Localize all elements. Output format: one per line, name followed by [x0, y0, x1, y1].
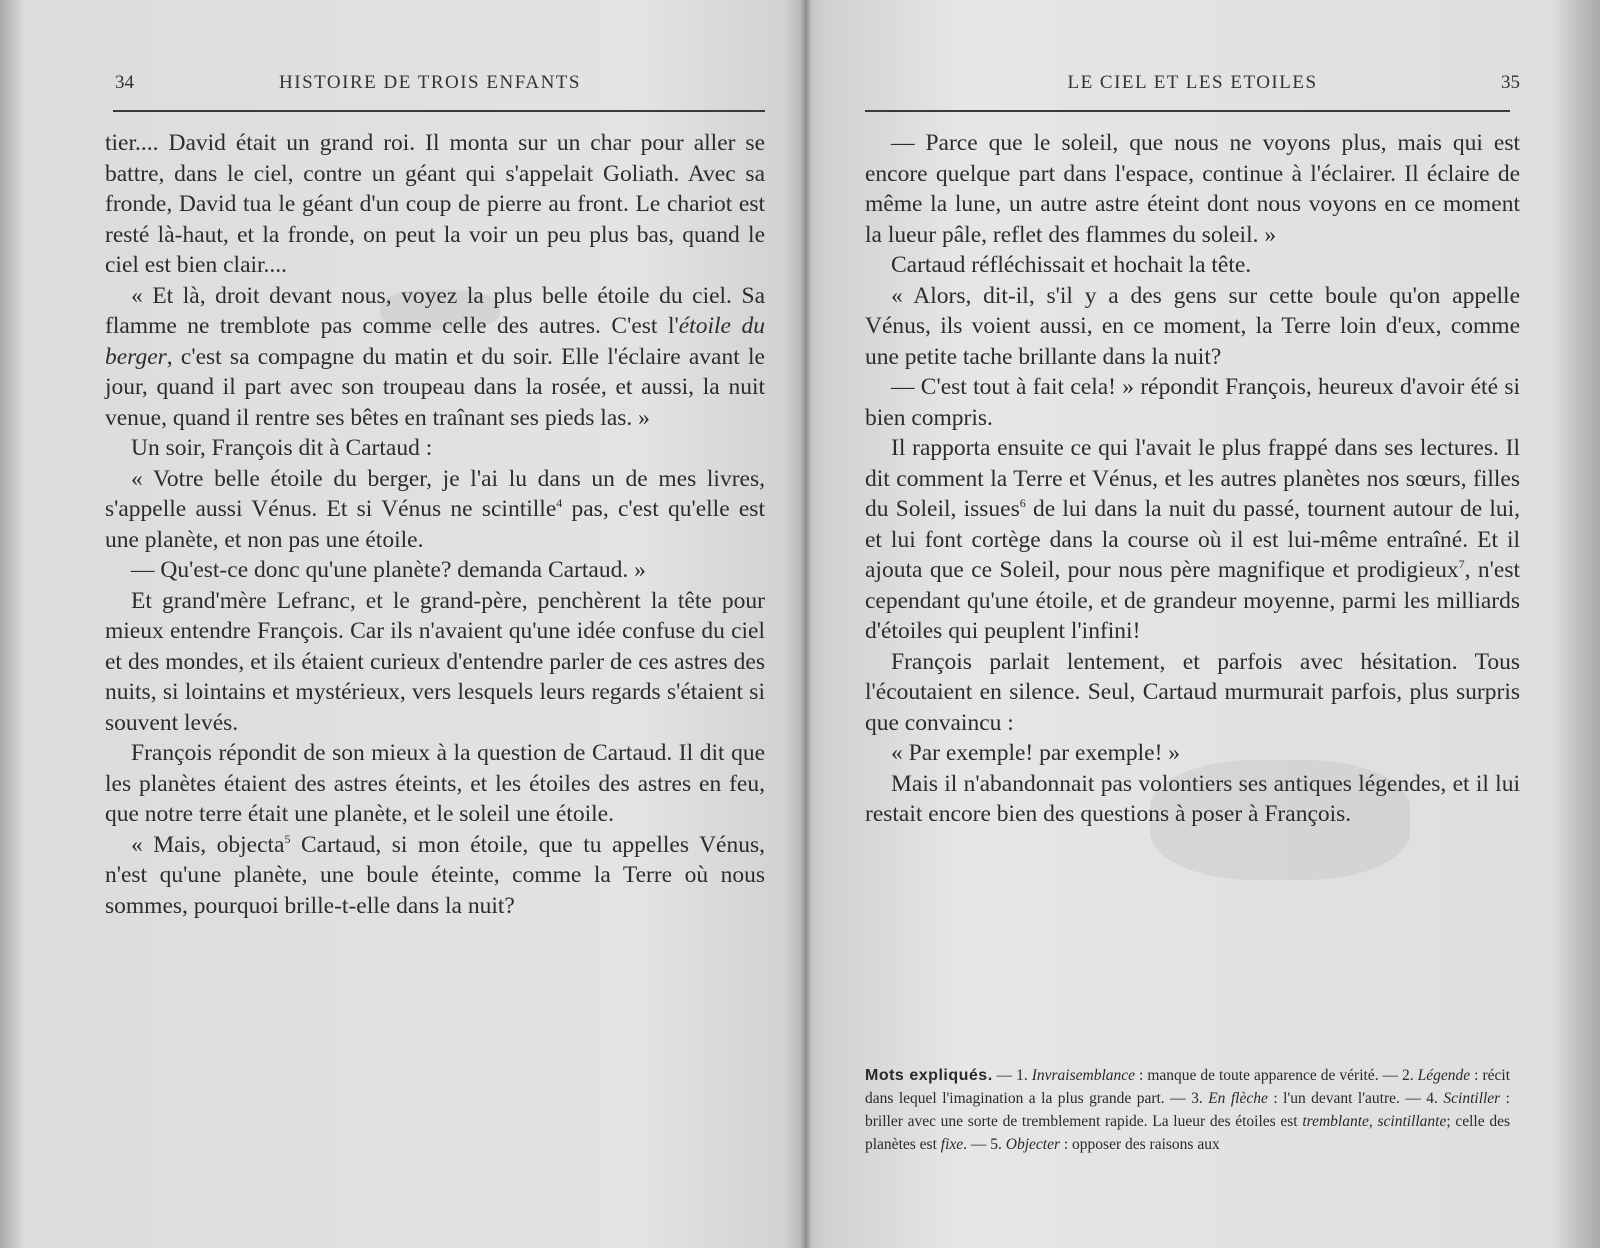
running-title: LE CIEL ET LES ETOILES: [1067, 72, 1318, 93]
paragraph: Il rapporta ensuite ce qui l'avait le plus frappé dans ses lectures. Il dit comment la Terre et Vénus, et les autres planètes nos sœurs, filles du Soleil, issues$^6$ de lui dans la nuit du passé, tournent autour de lui, et lui font cortège dans la course où il est lui-même entraîné. Et il ajouta que ce Soleil, pour nous père magnifique et prodigieux$^7$, n'est cependant qu'une étoile, et de grandeur moyenne, parmi les milliards d'étoiles qui peuplent l'infini!: [865, 435, 1521, 644]
body-text: [865, 128, 1520, 830]
paragraph: François parlait lentement, et parfois avec hésitation. Tous l'écoutaient en silence. Seul, Cartaud murmurait parfois, plus surpris que convaincu :: [865, 648, 1520, 736]
footnote-ref: 6: [1019, 496, 1026, 511]
page-number: 35: [1501, 72, 1520, 93]
paragraph: « Par exemple! par exemple! »: [891, 740, 1181, 766]
footnotes: Mots expliqués. — 1. Invraisemblance : manque de toute apparence de vérité. — 2. Légende : récit dans lequel l'imagination a la plus grande part. — 3. En flèche : l'un devant l'autre. — 4. Scintiller : briller avec une sorte de tremblement rapide. La lueur des étoiles est tremblante, scintillante; celle des planètes est fixe. — 5. Objecter : opposer des raisons aux: [865, 1067, 1511, 1153]
paragraph: « Votre belle étoile du berger, je l'ai lu dans un de mes livres, s'appelle aussi Vénus. Et si Vénus ne scintille$^4$ pas, c'est qu'elle est une planète, et non pas une étoile.: [105, 465, 765, 553]
paragraph: tier.... David était un grand roi. Il monta sur un char pour aller se battre, dans le ciel, contre un géant qui s'appelait Goliath. Avec sa fronde, David tua le géant d'un coup de pierre au front. Le chariot est resté là-haut, et la fronde, on peut la voir un peu plus bas, quand le ciel est bien clair....: [105, 130, 765, 278]
book-gutter: [800, 0, 812, 1248]
paragraph: — Parce que le soleil, que nous ne voyons plus, mais qui est encore quelque part dans l'espace, continue à l'éclairer. Il éclaire de même la lune, un autre astre éteint dont nous voyons en ce moment la lueur pâle, reflet des flammes du soleil. »: [865, 130, 1520, 248]
paragraph: François répondit de son mieux à la question de Cartaud. Il dit que les planètes étaient des astres éteints, et les étoiles des astres en feu, que notre terre était une planète, et le soleil une étoile.: [105, 740, 765, 827]
paragraph: Cartaud réfléchissait et hochait la tête.: [891, 252, 1252, 278]
paragraph: Mais il n'abandonnait pas volontiers ses antiques légendes, et il lui restait encore bien des questions à poser à François.: [865, 770, 1520, 827]
paragraph: — C'est tout à fait cela! » répondit François, heureux d'avoir été si bien compris.: [865, 374, 1520, 431]
paragraph: Et grand'mère Lefranc, et le grand-père, penchèrent la tête pour mieux entendre François. Car ils n'avaient qu'une idée confuse du ciel et des mondes, et ils étaient curieux d'entendre parler de ces astres des nuits, si lointains et mystérieux, vers lesquels leurs regards s'étaient si souvent levés.: [105, 587, 765, 736]
running-head: [95, 72, 765, 96]
paragraph: « Alors, dit-il, s'il y a des gens sur cette boule qu'on appelle Vénus, ils voient aussi, en ce moment, la Terre loin d'eux, comme une petite tache brillante dans la nuit?: [865, 282, 1520, 370]
header-rule: [113, 110, 765, 112]
paragraph: Un soir, François dit à Cartaud :: [131, 435, 433, 461]
right-page: [865, 0, 1520, 1248]
footnotes-heading: Mots expliqués.: [865, 1067, 993, 1084]
body-text: [105, 128, 765, 921]
footnote-ref: 7: [1458, 557, 1465, 572]
left-page: [95, 0, 765, 1248]
page-number: 34: [115, 72, 134, 93]
footnote-ref: 4: [556, 496, 563, 511]
footnote-ref: 5: [284, 831, 291, 846]
paragraph: « Mais, objecta$^5$ Cartaud, si mon étoile, que tu appelles Vénus, n'est qu'une planète, une boule éteinte, comme la Terre où nous sommes, pourquoi brille-t-elle dans la nuit?: [105, 831, 765, 919]
running-title: HISTOIRE DE TROIS ENFANTS: [279, 72, 581, 93]
paragraph: — Qu'est-ce donc qu'une planète? demanda Cartaud. »: [131, 557, 646, 583]
running-head: [865, 72, 1520, 96]
paragraph: « Et là, droit devant nous, voyez la plus belle étoile du ciel. Sa flamme ne tremblote pas comme celle des autres. C'est l'étoile du berger, c'est sa compagne du matin et du soir. Elle l'éclaire avant le jour, quand il part avec son troupeau dans la rosée, et aussi, la nuit venue, quand il rentre ses bêtes en traînant ses pieds las. »: [105, 282, 765, 431]
header-rule: [865, 110, 1510, 112]
